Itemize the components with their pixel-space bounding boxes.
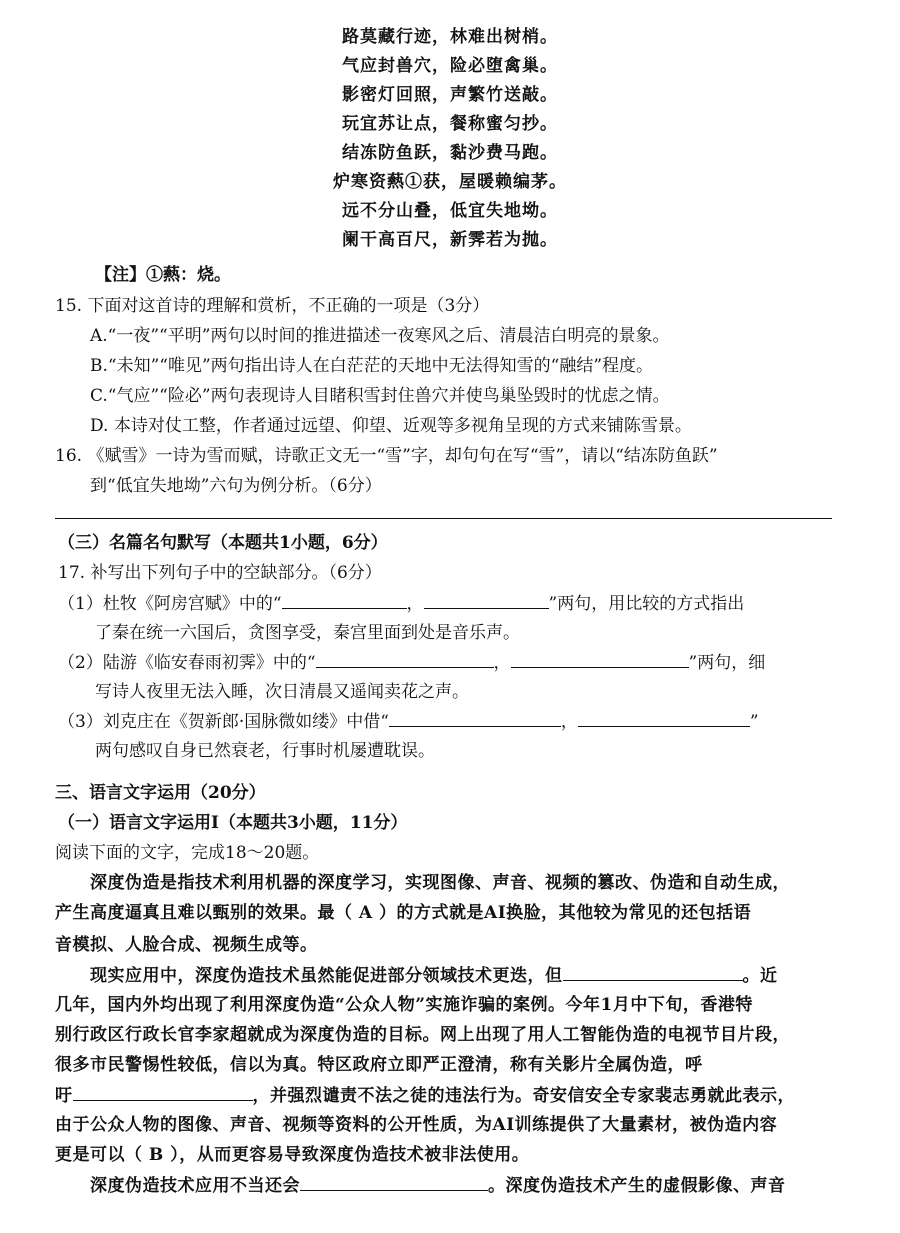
passage-text: ，并强烈谴责不法之徒的违法行为。奇安信安全专家裴志勇就此表示， [252, 1086, 795, 1106]
passage-text: 吁 [55, 1086, 73, 1106]
passage-text: 现实应用中，深度伪造技术虽然能促进部分领域技术更迭，但 [90, 966, 563, 986]
answer-blank[interactable] [511, 649, 689, 668]
answer-blank[interactable] [578, 708, 750, 727]
passage-line: 深度伪造是指技术利用机器的深度学习，实现图像、声音、视频的篡改、伪造和自动生成， [90, 873, 790, 893]
passage-text: 深度伪造技术应用不当还会 [90, 1176, 300, 1196]
poem-line: 路莫藏行迹，林难出树梢。 [342, 27, 558, 47]
answer-blank[interactable] [316, 649, 494, 668]
passage-line: 由于公众人物的图像、声音、视频等资料的公开性质，为AI训练提供了大量素材，被伪造内容 [55, 1115, 778, 1135]
poem-line: 远不分山叠，低宜失地坳。 [342, 201, 558, 221]
poem-line: 炉寒资爇①获，屋暖赖编茅。 [333, 172, 567, 192]
passage-line: 几年，国内外均出现了利用深度伪造“公众人物”实施诈骗的案例。今年1月中下旬，香港特 [55, 995, 753, 1015]
part-heading: 三、语言文字运用（20分） [55, 783, 266, 803]
reading-instruction: 阅读下面的文字，完成18～20题。 [55, 843, 320, 863]
option-c: C.“气应”“险必”两句表现诗人目睹积雪封住兽穴并使鸟巢坠毁时的忧虑之情。 [90, 386, 670, 406]
option-b: B.“未知”“唯见”两句指出诗人在白茫茫的天地中无法得知雪的“融结”程度。 [90, 356, 654, 376]
recitation-3-suffix: ” [749, 712, 759, 732]
recitation-1 [58, 590, 744, 617]
recitation-3 [58, 708, 759, 735]
passage-line: 产生高度逼真且难以甄别的效果。最（ A ）的方式就是AI换脸，其他较为常见的还包括语 [55, 903, 752, 923]
poem-line: 玩宜苏让点，餐称蜜匀抄。 [342, 114, 558, 134]
answer-blank[interactable] [563, 962, 743, 981]
passage-line [90, 1172, 786, 1199]
recitation-2-continued: 写诗人夜里无法入睡，次日清晨又遥闻卖花之声。 [95, 682, 469, 702]
separator: ， [493, 653, 511, 673]
answer-blank[interactable] [389, 708, 561, 727]
recitation-2-suffix: ”两句，细 [688, 653, 766, 673]
recitation-1-suffix: ”两句，用比较的方式指出 [548, 594, 745, 614]
answer-blank[interactable] [424, 590, 549, 609]
passage-text: 。近 [742, 966, 778, 986]
question-17-stem: 17. 补写出下列句子中的空缺部分。（6分） [58, 563, 382, 583]
separator: ， [560, 712, 578, 732]
poem-line: 气应封兽穴，险必堕禽巢。 [342, 56, 558, 76]
poem-note: 【注】①爇：烧。 [95, 265, 231, 285]
poem-line: 结冻防鱼跃，黏沙费马跑。 [342, 143, 558, 163]
separator: ， [406, 594, 424, 614]
answer-blank[interactable] [282, 590, 407, 609]
question-16-line2: 到“低宜失地坳”六句为例分析。（6分） [90, 476, 382, 496]
poem-line: 影密灯回照，声繁竹送敲。 [342, 85, 558, 105]
option-d: D. 本诗对仗工整，作者通过远望、仰望、近观等多视角呈现的方式来铺陈雪景。 [90, 416, 692, 436]
passage-line [55, 1082, 795, 1109]
recitation-3-prefix: （3）刘克庄在《贺新郎·国脉微如缕》中借“ [58, 712, 389, 732]
passage-line: 更是可以（ B ），从而更容易导致深度伪造技术被非法使用。 [55, 1145, 530, 1165]
recitation-3-continued: 两句感叹自身已然衰老，行事时机屡遭耽误。 [95, 741, 435, 761]
section-divider [55, 518, 832, 519]
passage-line: 很多市民警惕性较低，信以为真。特区政府立即严正澄清，称有关影片全属伪造，呼 [55, 1055, 703, 1075]
question-15-stem: 15. 下面对这首诗的理解和赏析，不正确的一项是（3分） [55, 296, 490, 316]
recitation-1-prefix: （1）杜牧《阿房宫赋》中的“ [58, 594, 282, 614]
recitation-1-continued: 了秦在统一六国后，贪图享受，秦宫里面到处是音乐声。 [95, 623, 520, 643]
section-heading: （三）名篇名句默写（本题共1小题，6分） [58, 533, 388, 553]
passage-line [90, 962, 778, 989]
passage-text: 。深度伪造技术产生的虚假影像、声音 [488, 1176, 786, 1196]
recitation-2-prefix: （2）陆游《临安春雨初霁》中的“ [58, 653, 316, 673]
subsection-heading: （一）语言文字运用Ⅰ（本题共3小题，11分） [58, 813, 408, 833]
answer-blank[interactable] [73, 1082, 253, 1101]
answer-blank[interactable] [300, 1172, 488, 1191]
option-a: A.“一夜”“平明”两句以时间的推进描述一夜寒风之后、清晨洁白明亮的景象。 [90, 326, 670, 346]
passage-line: 别行政区行政长官李家超就成为深度伪造的目标。网上出现了用人工智能伪造的电视节目片段， [55, 1025, 790, 1045]
poem-line: 阑干高百尺，新霁若为抛。 [342, 230, 558, 250]
passage-line: 音模拟、人脸合成、视频生成等。 [55, 935, 318, 955]
question-16-line1: 16. 《赋雪》一诗为雪而赋，诗歌正文无一“雪”字，却句句在写“雪”，请以“结冻防鱼跃” [55, 446, 718, 466]
recitation-2 [58, 649, 765, 676]
